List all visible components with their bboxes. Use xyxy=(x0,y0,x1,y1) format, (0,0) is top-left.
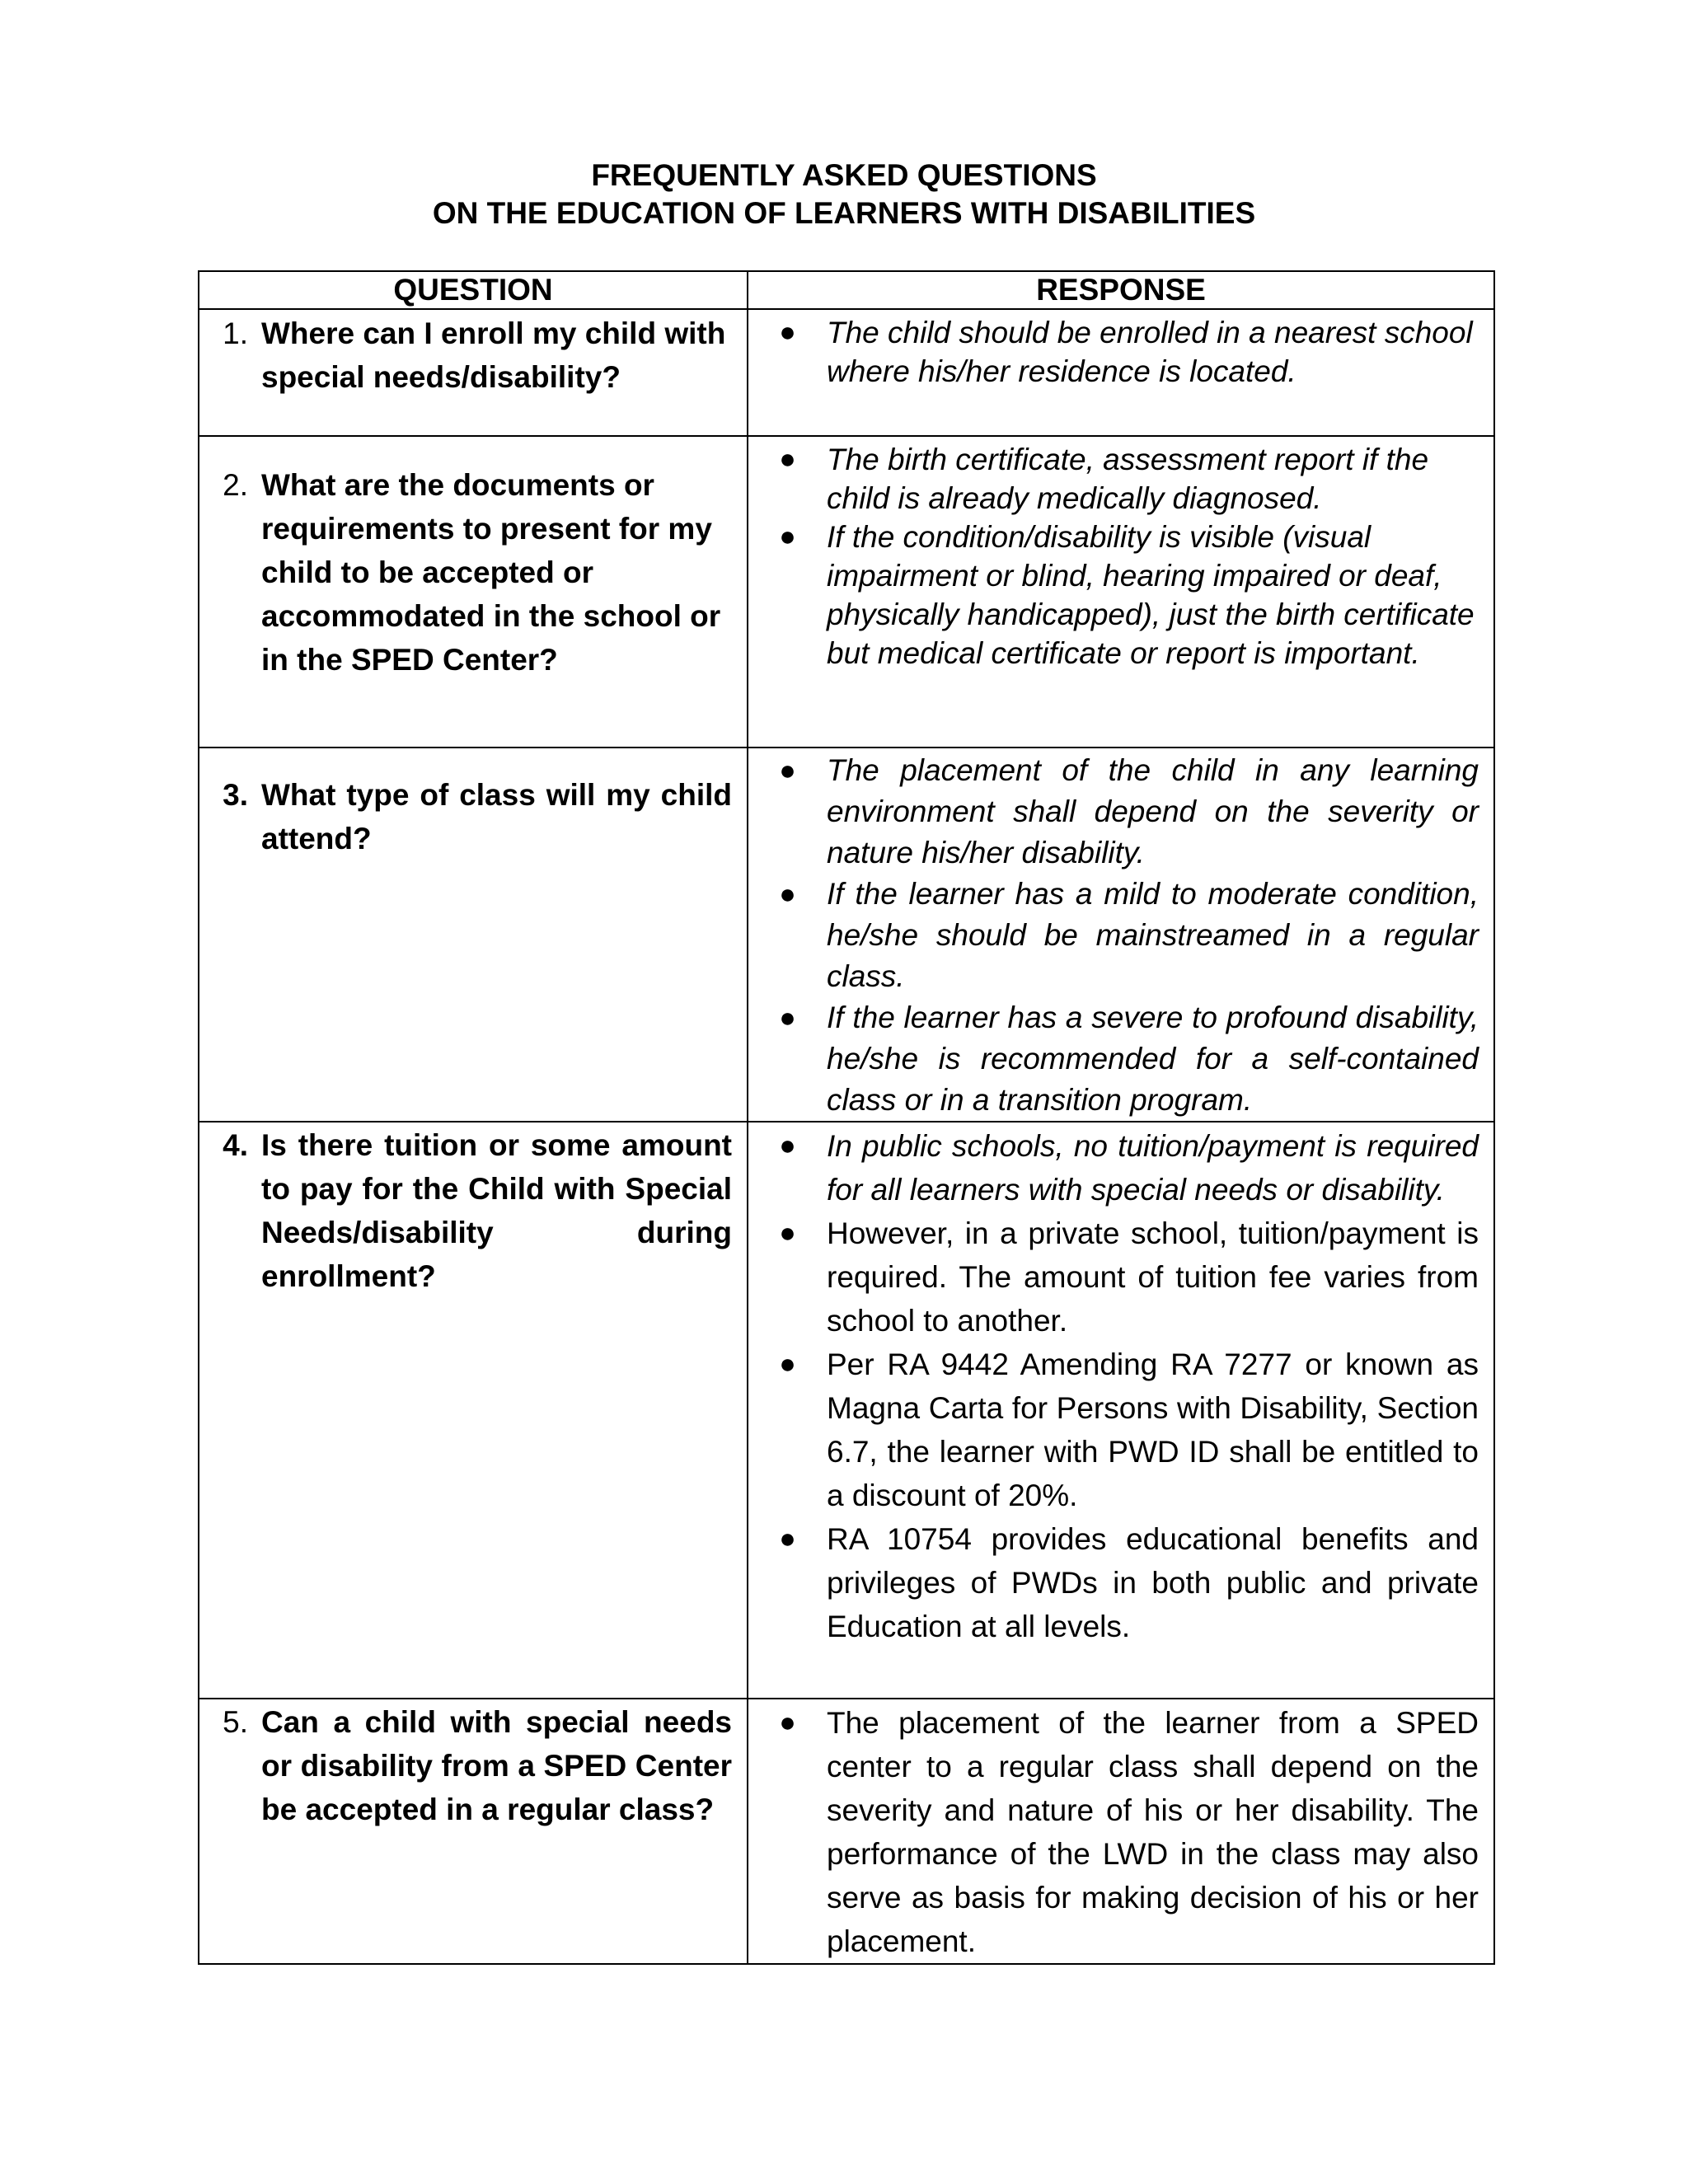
list-item xyxy=(748,1343,1479,1517)
response-list xyxy=(748,1124,1493,1648)
document-title-line-1: FREQUENTLY ASKED QUESTIONS xyxy=(591,158,1097,192)
question xyxy=(199,463,747,682)
bullet-icon: ● xyxy=(779,316,796,348)
question-number: 2. xyxy=(223,468,248,502)
question-cell xyxy=(199,748,748,1122)
list-item xyxy=(748,1517,1479,1648)
question-text: What are the documents or requirements to present for my child to be accepted or accommodated in the school or in the SPED Center? xyxy=(261,468,721,677)
response-cell xyxy=(748,436,1494,748)
list-item xyxy=(748,440,1479,518)
bullet-icon: ● xyxy=(779,879,796,910)
table-row xyxy=(199,1699,1494,1964)
response-text: The placement of the child in any learning environment shall depend on the severity or nature his/her disability. xyxy=(827,753,1479,869)
document-title-line-2: ON THE EDUCATION OF LEARNERS WITH DISABILITIES xyxy=(432,196,1256,230)
question-cell xyxy=(199,436,748,748)
list-item xyxy=(748,518,1479,673)
list-item xyxy=(748,997,1479,1121)
question-cell xyxy=(199,1122,748,1699)
list-item xyxy=(748,874,1479,997)
response-text: RA 10754 provides educational benefits and privileges of PWDs in both public and private Education at all levels. xyxy=(827,1522,1479,1643)
bullet-icon: ● xyxy=(779,1130,796,1161)
question xyxy=(199,312,747,399)
bullet-icon: ● xyxy=(779,1523,796,1554)
list-item xyxy=(748,1124,1479,1212)
response-list xyxy=(748,1701,1493,1963)
list-item xyxy=(748,750,1479,874)
response-list xyxy=(748,750,1493,1121)
response-list xyxy=(748,440,1493,673)
table-row xyxy=(199,436,1494,748)
response-text: In public schools, no tuition/payment is required for all learners with special needs or disability. xyxy=(827,1129,1479,1207)
question-text: Where can I enroll my child with special needs/disability? xyxy=(261,316,726,394)
column-header-response: RESPONSE xyxy=(748,271,1494,309)
question xyxy=(199,1123,747,1298)
question-text: Is there tuition or some amount to pay for the Child with Special Needs/disability during enrollment? xyxy=(261,1128,732,1293)
bullet-icon: ● xyxy=(779,1002,796,1033)
response-text: The birth certificate, assessment report if the child is already medically diagnosed. xyxy=(827,443,1429,515)
table-row xyxy=(199,1122,1494,1699)
question-number: 1. xyxy=(223,316,248,350)
response-text: The child should be enrolled in a nearest school where his/her residence is located. xyxy=(827,316,1473,388)
response-text: Per RA 9442 Amending RA 7277 or known as Magna Carta for Persons with Disability, Section 6.7, the learner with PWD ID shall be entitled to a discount of 20%. xyxy=(827,1347,1479,1512)
faq-table xyxy=(198,270,1495,1965)
response-text: If the learner has a mild to moderate condition, he/she should be mainstreamed in a regular class. xyxy=(827,877,1479,993)
question xyxy=(199,1700,747,1831)
response-cell xyxy=(748,1699,1494,1964)
response-cell xyxy=(748,748,1494,1122)
response-cell xyxy=(748,1122,1494,1699)
list-item xyxy=(748,1212,1479,1343)
response-text: However, in a private school, tuition/payment is required. The amount of tuition fee varies from school to another. xyxy=(827,1216,1479,1338)
response-text: If the condition/disability is visible (visual impairment or blind, hearing impaired or deaf, physically handicapped), just the birth certificate but medical certificate or report is important. xyxy=(827,520,1475,670)
question-text: What type of class will my child attend? xyxy=(261,778,732,855)
question-text: Can a child with special needs or disability from a SPED Center be accepted in a regular class? xyxy=(261,1705,732,1826)
table-header-row xyxy=(199,271,1494,309)
question-cell xyxy=(199,1699,748,1964)
question-cell xyxy=(199,309,748,436)
response-text: The placement of the learner from a SPED center to a regular class shall depend on the severity and nature of his or her disability. The performance of the LWD in the class may also serve as basis for making decision of his or her placement. xyxy=(827,1706,1479,1958)
table-row xyxy=(199,309,1494,436)
bullet-icon: ● xyxy=(779,1348,796,1380)
response-list xyxy=(748,313,1493,391)
bullet-icon: ● xyxy=(779,755,796,786)
question-number: 5. xyxy=(223,1705,248,1739)
column-header-question: QUESTION xyxy=(199,271,748,309)
bullet-icon: ● xyxy=(779,1217,796,1249)
list-item xyxy=(748,1701,1479,1963)
response-cell xyxy=(748,309,1494,436)
table-row xyxy=(199,748,1494,1122)
bullet-icon: ● xyxy=(779,1707,796,1738)
bullet-icon: ● xyxy=(779,521,796,552)
list-item xyxy=(748,313,1479,391)
question-number: 4. xyxy=(223,1128,248,1162)
bullet-icon: ● xyxy=(779,443,796,475)
question-number: 3. xyxy=(223,778,248,812)
response-text: If the learner has a severe to profound disability, he/she is recommended for a self-contained class or in a transition program. xyxy=(827,1001,1479,1117)
question xyxy=(199,773,747,860)
